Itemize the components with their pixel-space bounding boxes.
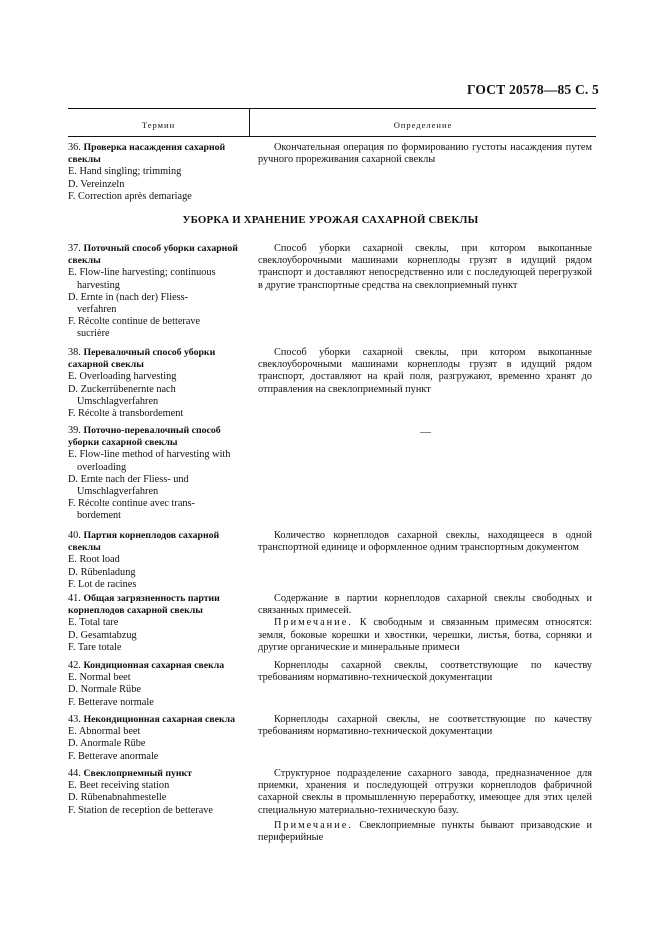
- column-head-term: Термин: [141, 120, 176, 130]
- term-lang-fr: F. Récolte continue avec trans-: [68, 498, 195, 510]
- definition-text: Способ уборки сахарной свеклы, при котором выкопанные свеклоуборочными машинами корнеплоды грузят в идущий рядом транспорт и доставляют непосредственно или с последующей перегрузкой в другие транспортные средства на свеклоприемный пункт: [258, 243, 592, 291]
- definition-text: Содержание в партии корнеплодов сахарной свеклы свободных и связанных примесей.: [258, 593, 592, 617]
- term-lang-fr: F. Station de reception de betterave: [68, 804, 213, 816]
- term-number: 43.: [68, 714, 81, 725]
- term-lang-fr-cont: sucrière: [77, 328, 110, 340]
- note-text: К свободным и связанным примесям относятся: земля, боковые корешки и хвостики, черешки, листья, ботва, сорняки и другие органические и минеральные примеси: [258, 617, 592, 653]
- term-lang-fr: F. Betterave anormale: [68, 750, 159, 762]
- definition-text: Корнеплоды сахарной свеклы, соответствующие по качеству требованиям нормативно-технической документации: [258, 660, 592, 684]
- term-entry-44: [68, 768, 246, 817]
- term-number: 41.: [68, 593, 81, 604]
- term-lang-en-cont: harvesting: [77, 279, 120, 291]
- term-lang-en: E. Beet receiving station: [68, 780, 170, 792]
- term-lang-en: E. Overloading harvesting: [68, 371, 177, 383]
- term-title: Проверка насаждения сахарной свеклы: [68, 142, 226, 166]
- definition-44: [258, 768, 592, 844]
- definition-39-dash: —: [420, 426, 431, 438]
- term-title: Поточный способ уборки сахарной свеклы: [68, 243, 238, 267]
- term-lang-fr: F. Tare totale: [68, 641, 122, 653]
- definition-38: [258, 347, 592, 396]
- term-title: Поточно-перевалочный способ уборки сахарной свеклы: [68, 425, 221, 449]
- term-lang-en: E. Normal beet: [68, 672, 131, 684]
- term-lang-en: E. Abnormal beet: [68, 726, 141, 738]
- term-lang-en: E. Flow-line harvesting; continuous: [68, 267, 216, 279]
- term-lang-de: D. Ernte in (nach der) Fliess-: [68, 291, 189, 303]
- note-label: Примечание.: [274, 617, 353, 629]
- term-lang-en: E. Hand singling; trimming: [68, 166, 182, 178]
- term-lang-de-cont: Umschlagverfahren: [77, 395, 159, 407]
- term-title: Общая загрязненность партии корнеплодов сахарной свеклы: [68, 593, 220, 617]
- term-entry-38: [68, 347, 246, 420]
- note-label: Примечание.: [274, 819, 353, 831]
- term-title: Партия корнеплодов сахарной свеклы: [68, 530, 220, 554]
- term-entry-42: [68, 660, 246, 709]
- definition-note: [258, 820, 592, 844]
- term-number: 39.: [68, 425, 81, 436]
- term-lang-de: D. Normale Rübe: [68, 684, 141, 696]
- term-number: 44.: [68, 768, 81, 779]
- term-entry-40: [68, 530, 246, 591]
- term-entry-36: [68, 142, 246, 203]
- term-lang-de: D. Ernte nach der Fliess- und: [68, 473, 189, 485]
- term-lang-de: D. Rübenabnahmestelle: [68, 792, 167, 804]
- term-lang-en-cont: overloading: [77, 461, 127, 473]
- term-title: Кондиционная сахарная свекла: [83, 660, 225, 671]
- term-number: 37.: [68, 243, 81, 254]
- term-lang-de: D. Rübenladung: [68, 566, 136, 578]
- document-code: ГОСТ 20578—85 С. 5: [466, 82, 599, 97]
- table-top-rule: [68, 108, 596, 109]
- term-number: 38.: [68, 347, 81, 358]
- term-lang-fr-cont: bordement: [77, 510, 122, 522]
- definition-text: Количество корнеплодов сахарной свеклы, находящееся в одной транспортной единице и оформленное одним транспортным документом: [258, 530, 592, 554]
- term-title: Некондиционная сахарная свекла: [83, 714, 236, 725]
- term-lang-de: D. Gesamtabzug: [68, 629, 137, 641]
- note-text: Свеклоприемные пункты бывают призаводские и периферийные: [258, 819, 592, 844]
- term-lang-en: E. Total tare: [68, 617, 119, 629]
- term-entry-39: [68, 425, 246, 523]
- term-entry-43: [68, 714, 246, 763]
- definition-43: [258, 714, 592, 738]
- definition-text: Окончательная операция по формированию густоты насаждения путем ручного прореживания сахарной свеклы: [258, 142, 592, 166]
- term-lang-fr: F. Lot de racines: [68, 578, 137, 590]
- section-title: УБОРКА И ХРАНЕНИЕ УРОЖАЯ САХАРНОЙ СВЕКЛЫ: [182, 214, 479, 226]
- term-entry-41: [68, 593, 246, 654]
- definition-text: Структурное подразделение сахарного завода, предназначенное для приемки, хранения и последующей отгрузки корнеплодов фабричной сахарной свеклы в промышленную переработку, имеющее для этих целей специальную материально-техническую базу.: [258, 768, 592, 816]
- term-lang-de: D. Vereinzeln: [68, 178, 125, 190]
- term-lang-de: D. Zuckerrübenernte nach: [68, 383, 176, 395]
- definition-36: [258, 142, 592, 166]
- term-lang-fr: F. Betterave normale: [68, 696, 154, 708]
- term-lang-fr: F. Récolte à transbordement: [68, 408, 184, 420]
- definition-note: [258, 617, 592, 654]
- definition-41: [258, 593, 592, 654]
- term-lang-de-cont: verfahren: [77, 304, 117, 316]
- term-lang-en: E. Root load: [68, 554, 120, 566]
- term-lang-fr: F. Correction après demariage: [68, 190, 192, 202]
- term-title: Свеклоприемный пункт: [83, 768, 192, 779]
- term-title: Перевалочный способ уборки сахарной свеклы: [68, 347, 216, 371]
- term-lang-fr: F. Récolte continue de betterave: [68, 316, 201, 328]
- term-number: 36.: [68, 142, 81, 153]
- definition-text: Корнеплоды сахарной свеклы, не соответствующие по качеству требованиям нормативно-технической документации: [258, 714, 592, 738]
- column-head-definition: Определение: [393, 120, 453, 130]
- definition-42: [258, 660, 592, 684]
- term-lang-en: E. Flow-line method of harvesting with: [68, 449, 231, 461]
- term-entry-37: [68, 243, 246, 341]
- term-number: 42.: [68, 660, 81, 671]
- definition-40: [258, 530, 592, 554]
- term-lang-de: D. Anormale Rübe: [68, 738, 146, 750]
- table-head-bottom-rule: [68, 136, 596, 137]
- definition-text: Способ уборки сахарной свеклы, при котором выкопанные свеклоуборочными машинами корнеплоды грузят в идущий рядом транспорт, доставляют на край поля, разгружают, временно хранят до отправления на свеклоприемный пункт: [258, 347, 592, 395]
- term-lang-de-cont: Umschlagverfahren: [77, 486, 159, 498]
- definition-37: [258, 243, 592, 292]
- term-number: 40.: [68, 530, 81, 541]
